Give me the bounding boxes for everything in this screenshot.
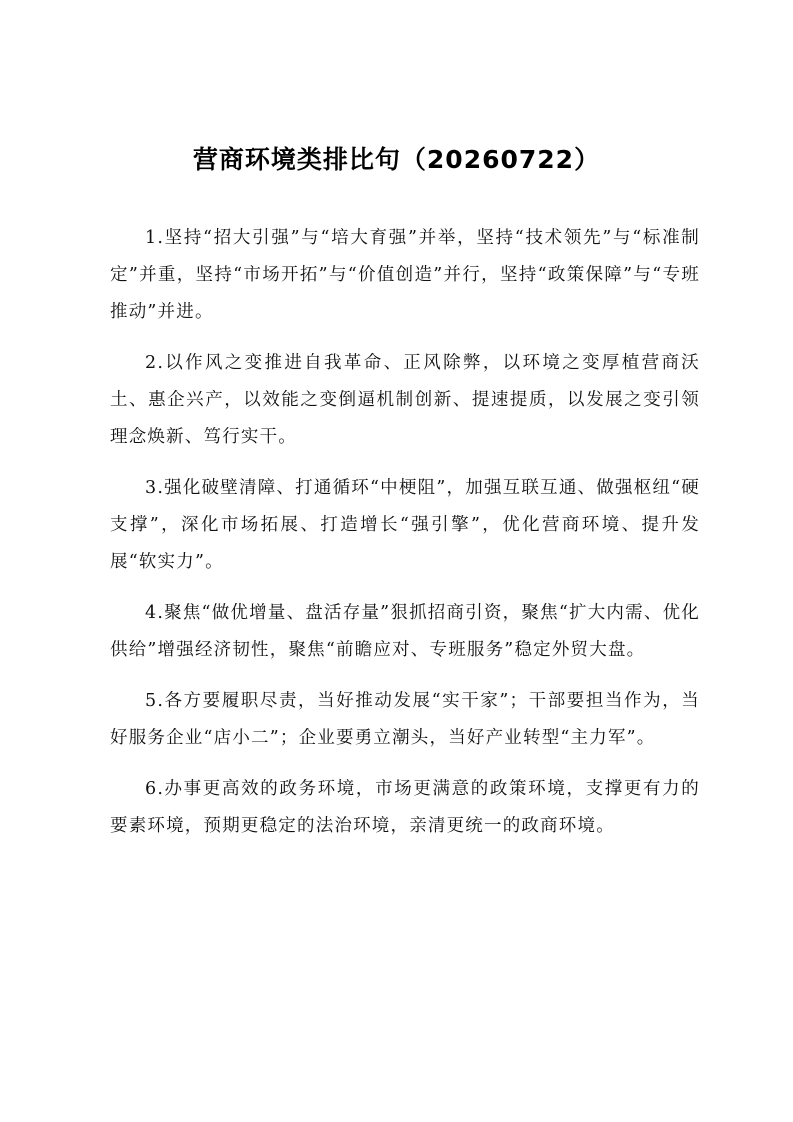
paragraph-1: 1.坚持“招大引强”与“培大育强”并举，坚持“技术领先”与“标准制定”并重，坚持“市场开拓”与“价值创造”并行，坚持“政策保障”与“专班推动”并进。 bbox=[110, 228, 700, 322]
paragraph-5: 5.各方要履职尽责，当好推动发展“实干家”；干部要担当作为，当好服务企业“店小二”；企业要勇立潮头，当好产业转型“主力军”。 bbox=[110, 691, 700, 748]
paragraph-6: 6.办事更高效的政务环境，市场更满意的政策环境，支撑更有力的要素环境，预期更稳定的法治环境，亲清更统一的政商环境。 bbox=[110, 779, 700, 836]
paragraph-4: 4.聚焦“做优增量、盘活存量”狠抓招商引资，聚焦“扩大内需、优化供给”增强经济韧性，聚焦“前瞻应对、专班服务”稳定外贸大盘。 bbox=[110, 603, 700, 660]
paragraph-2: 2.以作风之变推进自我革命、正风除弊，以环境之变厚植营商沃土、惠企兴产，以效能之变倒逼机制创新、提速提质，以发展之变引领理念焕新、笃行实干。 bbox=[110, 353, 700, 447]
document-title: 营商环境类排比句（20260722） bbox=[192, 145, 601, 174]
paragraph-3: 3.强化破壁清障、打通循环“中梗阻”，加强互联互通、做强枢纽“硬支撑”，深化市场拓展、打造增长“强引擎”，优化营商环境、提升发展“软实力”。 bbox=[110, 478, 700, 572]
document-body bbox=[110, 220, 700, 859]
